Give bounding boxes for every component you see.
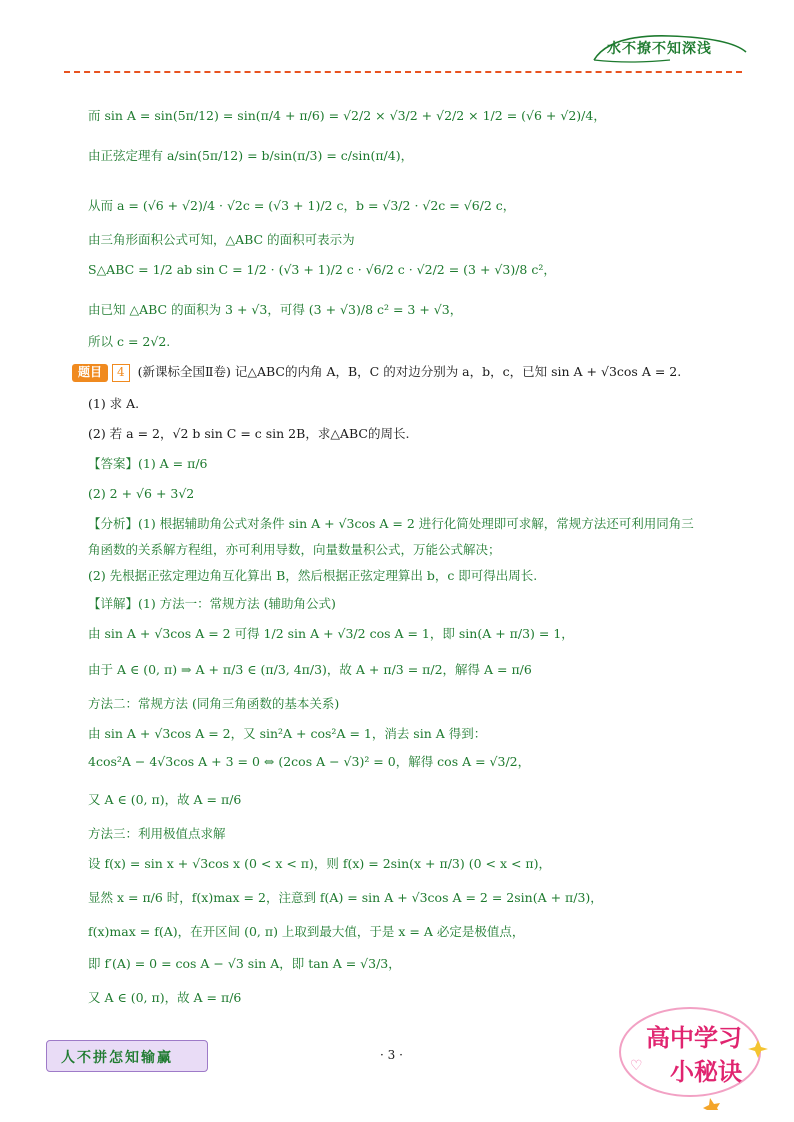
- detail-line: 由 sin A + √3cos A = 2 可得 1/2 sin A + √3/2 cos A = 1，即 sin(A + π/3) = 1，: [88, 626, 574, 641]
- answer-2: (2) 2 + √6 + 3√2: [88, 486, 195, 501]
- analysis-line: 【分析】(1) 根据辅助角公式对条件 sin A + √3cos A = 2 进行化简处理即可求解，常规方法还可利用同角三: [88, 516, 694, 531]
- footer-motto: 人不拼怎知输赢: [61, 1050, 173, 1066]
- page-number: · 3 ·: [380, 1048, 403, 1062]
- detail-line: 又 A ∈ (0, π)，故 A = π/6: [88, 792, 242, 807]
- text-line: 由三角形面积公式可知，△ABC 的面积可表示为: [88, 232, 355, 247]
- text-line: 从而 a = (√6 + √2)/4 · √2c = (√3 + 1)/2 c，b = √3/2 · √2c = √6/2 c，: [88, 198, 516, 213]
- question-2: (2) 若 a = 2，√2 b sin C = c sin 2B，求△ABC的周长.: [88, 426, 410, 441]
- analysis-line: 角函数的关系解方程组，亦可利用导数，向量数量积公式，万能公式解决；: [88, 542, 501, 557]
- badge-line-1: 高中学习: [646, 1024, 742, 1052]
- header-motto: 水不撩不知深浅: [607, 41, 712, 57]
- detail-line: 由 sin A + √3cos A = 2，又 sin²A + cos²A = 1，消去 sin A 得到：: [88, 726, 487, 741]
- text-line: 由正弦定理有 a/sin(5π/12) = b/sin(π/3) = c/sin(π/4)，: [88, 148, 414, 163]
- detail-line: f(x)max = f(A)，在开区间 (0, π) 上取到最大值，于是 x = A 必定是极值点，: [88, 924, 525, 939]
- detail-line: 方法三：利用极值点求解: [88, 826, 226, 841]
- problem-number: 4: [112, 364, 130, 382]
- problem-tag: 题目: [72, 364, 108, 382]
- question-1: (1) 求 A.: [88, 396, 140, 411]
- detail-line: 【详解】(1) 方法一：常规方法 (辅助角公式): [88, 596, 336, 611]
- text-line: 所以 c = 2√2.: [88, 334, 171, 349]
- problem-text: (新课标全国Ⅱ卷) 记△ABC的内角 A，B，C 的对边分别为 a，b，c，已知 sin A + √3cos A = 2.: [137, 364, 682, 379]
- detail-line: 4cos²A − 4√3cos A + 3 = 0 ⇔ (2cos A − √3)² = 0，解得 cos A = √3/2，: [88, 754, 531, 769]
- text-line: 由已知 △ABC 的面积为 3 + √3，可得 (3 + √3)/8 c² = 3 + √3，: [88, 302, 463, 317]
- problem-heading: [72, 364, 681, 382]
- footer-motto-box: [46, 1040, 208, 1072]
- study-tips-badge: [608, 1000, 778, 1110]
- header-divider: [64, 71, 742, 73]
- star-icon: [703, 1098, 720, 1110]
- detail-line: 又 A ∈ (0, π)，故 A = π/6: [88, 990, 242, 1005]
- detail-line: 由于 A ∈ (0, π) ⇒ A + π/3 ∈ (π/3, 4π/3)，故 A + π/3 = π/2，解得 A = π/6: [88, 662, 532, 677]
- detail-line: 即 f′(A) = 0 = cos A − √3 sin A，即 tan A = √3/3，: [88, 956, 401, 971]
- answer-1: 【答案】(1) A = π/6: [88, 456, 208, 471]
- detail-line: 设 f(x) = sin x + √3cos x (0 < x < π)，则 f(x) = 2sin(x + π/3) (0 < x < π)，: [88, 856, 552, 871]
- detail-line: 方法二：常规方法 (同角三角函数的基本关系): [88, 696, 340, 711]
- badge-line-2: 小秘诀: [670, 1058, 742, 1086]
- svg-text:♡: ♡: [630, 1058, 643, 1074]
- detail-line: 显然 x = π/6 时，f(x)max = 2，注意到 f(A) = sin A + √3cos A = 2 = 2sin(A + π/3)，: [88, 890, 603, 905]
- text-line: S△ABC = 1/2 ab sin C = 1/2 · (√3 + 1)/2 c · √6/2 c · √2/2 = (3 + √3)/8 c²，: [88, 262, 556, 277]
- text-line: 而 sin A = sin(5π/12) = sin(π/4 + π/6) = √2/2 × √3/2 + √2/2 × 1/2 = (√6 + √2)/4，: [88, 108, 606, 123]
- analysis-line: (2) 先根据正弦定理边角互化算出 B，然后根据正弦定理算出 b，c 即可得出周长.: [88, 568, 538, 583]
